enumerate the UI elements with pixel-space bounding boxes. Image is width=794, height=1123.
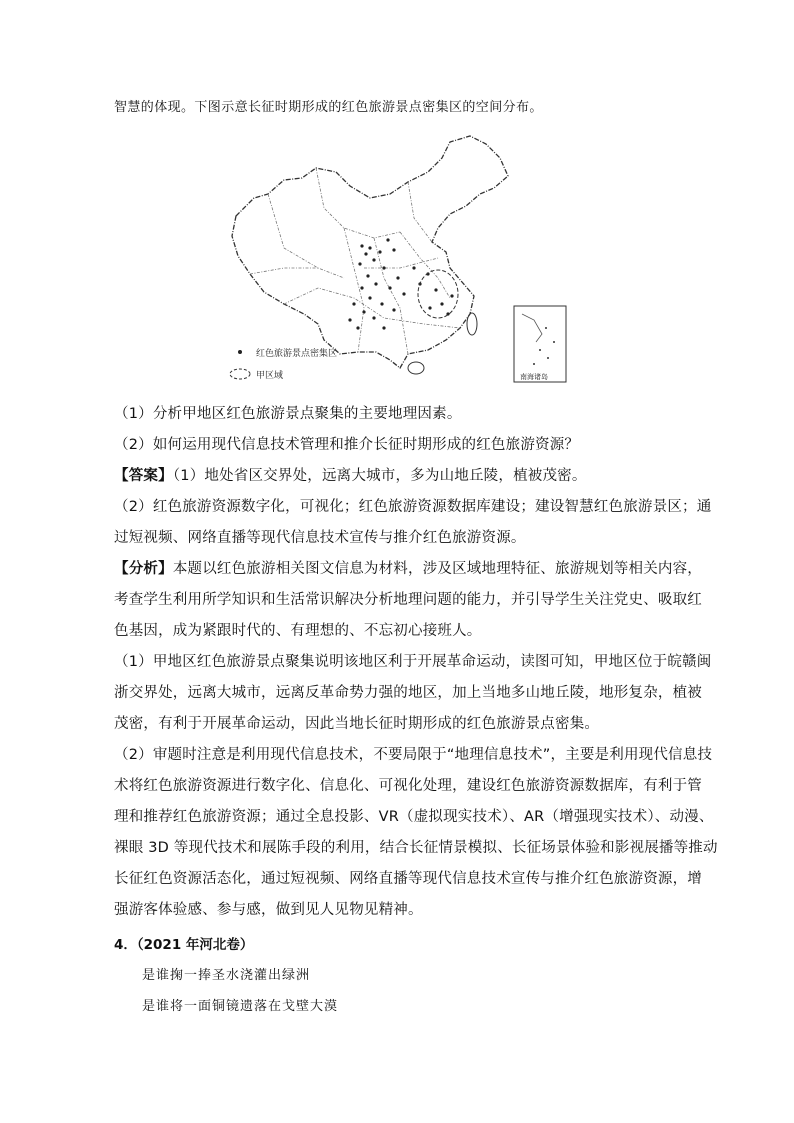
legend-dot-label: 红色旅游景点密集区 <box>256 349 338 359</box>
inset-label: 南海诸岛 <box>520 373 548 381</box>
poem-line-2: 是谁将一面铜镜遗落在戈壁大漠 <box>142 999 339 1014</box>
china-outline <box>232 136 508 368</box>
inset-frame <box>514 306 566 382</box>
answer-line-1 <box>114 466 684 486</box>
analysis-p2-line-2: 术将红色旅游资源进行数字化、信息化、可视化处理，建设红色旅游资源数据库，有利于管 <box>114 778 702 794</box>
analysis-p2-line-4: 裸眼 3D 等现代技术和展陈手段的利用，结合长征情景模拟、长征场景体验和影视展播等推动 <box>114 840 718 856</box>
question-2: （2）如何运用现代信息技术管理和推介长征时期形成的红色旅游资源？ <box>114 437 580 453</box>
legend-region-label: 甲区域 <box>256 371 284 381</box>
cluster-dots <box>348 238 453 329</box>
analysis-tag: 【分析】 <box>114 561 173 577</box>
question-4-title: 4．（2021 年河北卷） <box>114 937 254 953</box>
analysis-line-1: 【分析】本题以红色旅游相关图文信息为材料，涉及区域地理特征、旅游规划等相关内容， <box>114 561 703 577</box>
china-map-figure <box>224 128 568 388</box>
analysis-p1-line-1: （1）甲地区红色旅游景点聚集说明该地区利于开展革命运动，读图可知，甲地区位于皖赣闽 <box>114 654 712 670</box>
analysis-p2-line-1: （2）审题时注意是利用现代信息技术，不要局限于“地理信息技术”，主要是利用现代信息技 <box>114 747 713 763</box>
analysis-p2-line-6: 强游客体验感、参与感，做到见人见物见精神。 <box>114 902 423 918</box>
analysis-p2-line-5: 长征红色资源活态化，通过短视频、网络直播等现代信息技术宣传与推介红色旅游资源，增 <box>114 871 702 887</box>
answer-2-line-2: 过短视频、网络直播等现代信息技术宣传与推介红色旅游资源。 <box>114 530 526 546</box>
answer-1: （1）地处省区交界处，远离大城市，多为山地丘陵，植被茂密。 <box>172 468 587 484</box>
analysis-line-3: 色基因，成为紧跟时代的、有理想的、不忘初心接班人。 <box>114 623 482 639</box>
answer-tag: 【答案】 <box>114 468 173 484</box>
poem-line-1: 是谁掬一捧圣水浇灌出绿洲 <box>142 968 311 983</box>
analysis-p1-line-2: 浙交界处，远离大城市，远离反革命势力强的地区，加上当地多山地丘陵，地形复杂，植被 <box>114 685 702 701</box>
answer-2-line-1: （2）红色旅游资源数字化，可视化；红色旅游资源数据库建设；建设智慧红色旅游景区；通 <box>114 499 712 515</box>
question-1: （1）分析甲地区红色旅游景点聚集的主要地理因素。 <box>114 406 462 422</box>
analysis-p1-line-3: 茂密，有利于开展革命运动，因此当地长征时期形成的红色旅游景点密集。 <box>114 716 600 732</box>
legend-region-icon <box>230 369 250 379</box>
analysis-line-2: 考查学生利用所学知识和生活常识解决分析地理问题的能力，并引导学生关注党史、吸取红 <box>114 592 702 608</box>
legend-dot-icon <box>238 350 242 354</box>
analysis-p2-line-3: 理和推荐红色旅游资源；通过全息投影、VR（虚拟现实技术）、AR（增强现实技术）、动漫、 <box>114 809 714 825</box>
intro-text: 智慧的体现。下图示意长征时期形成的红色旅游景点密集区的空间分布。 <box>114 100 543 115</box>
